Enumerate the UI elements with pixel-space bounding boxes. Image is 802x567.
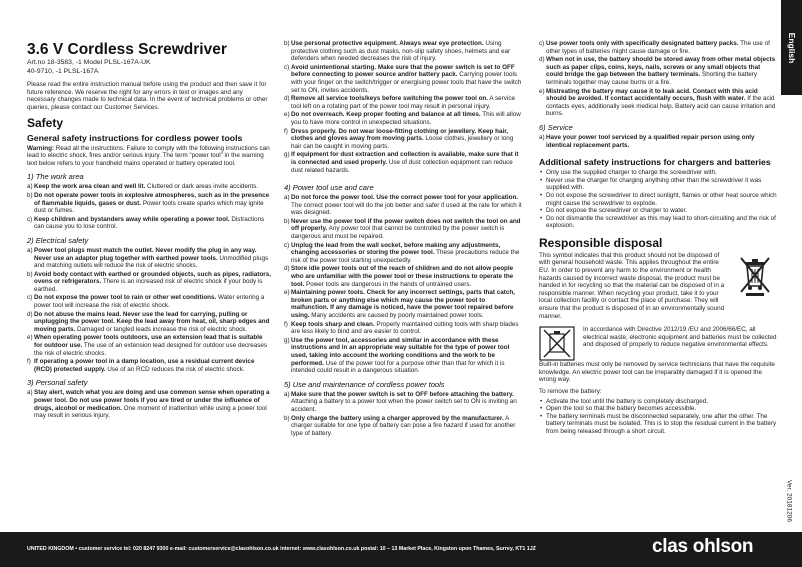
item-list	[539, 40, 777, 118]
list-item	[284, 95, 524, 110]
column-1	[27, 38, 271, 421]
item-letter: b)	[284, 40, 290, 47]
item-detail: Carrying power tools with your finger on the switch/trigger or energising power tools that have the switch set to ON, invites accidents.	[291, 71, 522, 94]
item-title: Store idle power tools out of the reach of children and do not allow people who are unfamiliar with the power tool or these instructions to operate the tool.	[291, 265, 514, 288]
safety-heading: Safety	[27, 115, 64, 130]
item-detail: The correct power tool will do the job better and safer if used at the rate for which it was designed.	[291, 201, 522, 217]
item-letter: c)	[27, 294, 33, 302]
item-detail: Use of dust collection equipment can reduce dust related hazards.	[291, 158, 513, 174]
crossed-bin-icon	[733, 252, 777, 296]
bullet-item: • Open the tool so that the battery becomes accessible.	[539, 405, 777, 413]
item-list	[27, 183, 271, 231]
item-detail: These precautions reduce the risk of the power tool starting unexpectedly.	[291, 249, 520, 264]
section-title: 2) Electrical safety	[27, 235, 89, 245]
list-item	[284, 321, 524, 336]
footer-bar	[0, 532, 802, 567]
bullet-item: • Do not expose the screwdriver or charger to water.	[539, 207, 777, 215]
item-letter: c)	[27, 215, 33, 223]
directive-row	[539, 326, 777, 361]
list-item	[27, 183, 271, 191]
brand-logo: clas ohlson	[652, 536, 754, 557]
list-item	[284, 265, 524, 288]
item-detail: Properly maintained cutting tools with sharp blades are less likely to bind and are easier to control.	[291, 320, 519, 336]
item-detail: One moment of inattention while using a power tool may result in serious injury.	[34, 404, 267, 420]
item-letter: a)	[27, 246, 33, 254]
disposal-row	[539, 252, 777, 324]
bullet-item: • The battery terminals must be disconnected separately, one after the other. The battery terminals must be isolated. This is to stop the residual current in the battery from being released through a short circuit.	[539, 413, 777, 436]
item-detail: This will allow you to have more control in unexpected situations.	[291, 111, 521, 126]
item-letter: g)	[284, 336, 290, 344]
list-item	[27, 334, 271, 357]
item-title: Do not abuse the mains lead. Never use the lead for carrying, pulling or unplugging the power tool. Keep the lead away from heat, oil, sharp edges and moving parts.	[34, 310, 270, 333]
item-letter: e)	[27, 334, 33, 342]
item-letter: e)	[539, 87, 545, 95]
item-title: Only charge the battery using a charger approved by the manufacturer.	[291, 414, 504, 422]
warning-label: Warning:	[27, 144, 55, 152]
item-title: Power tool plugs must match the outlet. Never modify the plug in any way. Never use an adaptor plug together with earthed power tools.	[34, 246, 257, 262]
list-item	[284, 289, 524, 319]
charger-bullets	[539, 169, 777, 230]
item-title: Remove all service tools/keys before switching the power tool on.	[291, 95, 489, 103]
list-item	[284, 128, 524, 151]
column-3	[539, 40, 777, 436]
item-letter: a)	[284, 194, 290, 202]
bullet-item: • Only use the supplied charger to charge the screwdriver with.	[539, 169, 777, 177]
item-letter: g)	[284, 151, 290, 159]
item-detail: A charger suitable for one type of battery can pose a fire hazard if used for another type of battery.	[291, 414, 516, 437]
item-title: Keep tools sharp and clean.	[291, 320, 375, 328]
item-title: Keep children and bystanders away while operating a power tool.	[34, 215, 230, 223]
item-title: When operating power tools outdoors, use an extension lead that is suitable for outdoor use.	[34, 334, 263, 350]
item-title: Never use the power tool if the power switch does not switch the tool on and off properly.	[291, 217, 521, 233]
article-line: Art.no 18-3583, -1 Model PLSL-167A-UK	[27, 59, 151, 66]
item-letter: c)	[284, 241, 290, 249]
list-item	[284, 64, 524, 94]
list-item	[284, 218, 524, 241]
document-title: 3.6 V Cordless Screwdriver	[27, 41, 227, 58]
item-title: Keep the work area clean and well lit.	[34, 183, 146, 191]
item-detail: Many accidents are caused by poorly maintained power tools.	[309, 312, 484, 319]
article-numbers	[27, 59, 271, 76]
item-letter: d)	[284, 265, 290, 273]
section-title: 3) Personal safety	[27, 378, 88, 388]
item-detail: There is an increased risk of electric shock if your body is earthed.	[34, 278, 263, 293]
item-detail: If the acid contacts eyes, additionally seek medical help. Battery acid can cause irritation and burns.	[546, 95, 776, 118]
item-title: Have your power tool serviced by a qualified repair person using only identical replacement parts.	[546, 133, 755, 149]
list-item	[284, 415, 524, 438]
item-letter: b)	[27, 191, 33, 199]
intro-text: Please read the entire instruction manual before using the product and then save it for future reference. We reserve the right for any errors in text or images and any necessary changes made to technical data. In the event of technical problems or other queries, please contact our Customer Services.	[27, 81, 268, 111]
warning-text	[27, 145, 271, 168]
item-list	[284, 40, 524, 174]
item-title: Make sure that the power switch is set to OFF before attaching the battery.	[291, 390, 514, 398]
item-letter: a)	[284, 390, 290, 398]
list-item	[284, 40, 524, 63]
item-letter: c)	[284, 63, 290, 71]
item-detail: The use of other types of batteries might cause damage or fire.	[546, 40, 770, 55]
item-letter: a)	[27, 183, 33, 191]
column-2	[284, 40, 524, 438]
item-letter: f)	[27, 358, 31, 366]
item-list	[27, 247, 271, 374]
item-title: Avoid body contact with earthed or grounded objects, such as pipes, radiators, ovens or refrigerators.	[34, 270, 271, 286]
section-title: 4) Power tool use and care	[284, 183, 374, 193]
item-letter: f)	[284, 127, 288, 135]
item-title: Use the power tool, accessories and similar in accordance with these instructions and in an appropriate way suitable for the type of power tool used, taking into account the working conditions and the work to be performed.	[291, 336, 510, 367]
list-item	[27, 192, 271, 215]
section-title: 1) The work area	[27, 172, 84, 182]
language-label: English	[786, 32, 797, 64]
item-letter: a)	[539, 133, 545, 141]
article-line: 40-9710, -1 PLSL-167A	[27, 67, 99, 75]
list-item	[27, 247, 271, 270]
item-title: Use personal protective equipment. Always wear eye protection.	[291, 40, 484, 47]
item-detail: Damaged or tangled leads increase the risk of electric shock.	[75, 325, 248, 333]
removal-bullets	[539, 398, 777, 436]
item-detail: Use of the power tool for a purpose other than that for which it is intended could result in a dangerous situation.	[291, 359, 505, 375]
item-title: Do not force the power tool. Use the correct power tool for your application.	[291, 194, 519, 202]
item-detail: Unmodified plugs and matching outlets will reduce the risk of electric shocks.	[34, 254, 269, 270]
item-detail: Power tools create sparks which may ignite dust or fumes.	[34, 199, 264, 215]
item-detail: Shorting the battery terminals together may cause burns or a fire.	[546, 71, 758, 86]
item-title: Maintaining power tools. Check for any incorrect settings, parts that catch, broken parts or anything else which may cause the power tool to malfunction. If any damage is noticed, have the power tool repaired before using.	[291, 289, 515, 319]
list-item	[539, 88, 777, 118]
list-item	[284, 337, 524, 375]
list-item	[284, 111, 524, 126]
item-list	[284, 194, 524, 375]
list-item	[539, 134, 777, 149]
item-title: Do not operate power tools in explosive atmospheres, such as in the presence of flammable liquids, gases or dust.	[34, 191, 270, 207]
list-item	[284, 242, 524, 265]
list-item	[27, 294, 271, 309]
item-title: When not in use, the battery should be stored away from other metal objects such as paper clips, coins, keys, nails, screws or any small objects that could bridge the gap between the battery terminals.	[546, 56, 776, 79]
item-list	[539, 134, 777, 149]
item-detail: Loose clothes, jewellery or long hair can be caught in moving parts.	[291, 135, 514, 150]
bullet-item: • Never use the charger for charging anything other than the screwdriver it was supplied with.	[539, 177, 777, 192]
list-item	[284, 151, 524, 174]
language-tab	[781, 0, 802, 95]
list-item	[539, 40, 777, 55]
list-item	[27, 216, 271, 231]
charger-heading: Additional safety instructions for chargers and batteries	[539, 157, 771, 168]
item-letter: c)	[539, 40, 545, 47]
item-detail: A service tool left on a rotating part of the power tool may result in personal injury.	[291, 95, 515, 110]
item-title: Unplug the lead from the wall socket, before making any adjustments, changing accessories or storing the power tool.	[291, 241, 501, 257]
safety-subheading: General safety instructions for cordless power tools	[27, 132, 243, 143]
list-item	[539, 56, 777, 86]
bullet-item: • Do not dismantle the screwdriver as this may lead to short-circuiting and the risk of explosion.	[539, 215, 777, 230]
remove-battery-label: To remove the battery:	[539, 388, 602, 395]
item-letter: b)	[284, 217, 290, 225]
section-title: 5) Use and maintenance of cordless power tools	[284, 379, 445, 389]
item-letter: d)	[27, 310, 33, 318]
item-letter: b)	[27, 270, 33, 278]
item-detail: Attaching a battery to a power tool when the power switch set to ON is inviting an accident.	[291, 398, 517, 413]
bullet-item: • Do not expose the screwdriver to direct sunlight, flames or other heat source which might cause the screwdriver to explode.	[539, 192, 777, 207]
battery-disposal-icon	[539, 326, 575, 361]
item-title: Do not overreach. Keep proper footing and balance at all times.	[291, 111, 481, 119]
item-detail: The use of an extension lead designed for outdoor use decreases the risk of electric shocks.	[34, 342, 268, 357]
item-title: Stay alert, watch what you are doing and use common sense when operating a power tool. Do not use power tools if you are tired or under the influence of drugs, alcohol or medication.	[34, 389, 270, 412]
list-item	[284, 391, 524, 414]
item-title: Use power tools only with specifically designated battery packs.	[546, 40, 739, 47]
item-title: Mistreating the battery may cause it to leak acid. Contact with this acid should be avoided. If contact accidentally occurs, flush with water.	[546, 87, 758, 103]
section-title: 6) Service	[539, 122, 573, 132]
item-detail: Distractions can cause you to lose control.	[34, 215, 265, 231]
item-list	[284, 391, 524, 438]
item-title: Do not expose the power tool to rain or other wet conditions.	[34, 294, 217, 302]
item-title: If operating a power tool in a damp location, use a residual current device (RCD) protected supply.	[34, 358, 255, 373]
item-detail: Water entering a power tool will increase the risk of electric shock.	[34, 294, 265, 310]
item-detail: Using protective clothing such as dust masks, non-slip safety shoes, helmets and ear defenders when needed decreases the risk of injury.	[291, 40, 511, 63]
item-title: Dress properly. Do not wear loose-fitting clothing or jewellery. Keep hair, clothes and gloves away from moving parts.	[291, 127, 509, 143]
battery-removal-text: Built-in batteries must only be removed by service technicians that have the requisite knowledge. An electric power tool can be irreparably damaged if it is opened the wrong way.	[539, 361, 775, 384]
item-detail: Power tools are dangerous in the hands of untrained users.	[304, 280, 472, 288]
disposal-heading: Responsible disposal	[539, 235, 663, 250]
item-letter: b)	[284, 414, 290, 422]
warning-body: Read all the instructions. Failure to comply with the following instructions can lead to electric shock, fires and/or serious injury. The term “power tool” in the warning text below refers to your handheld mains operated or battery operated tool.	[27, 144, 270, 167]
item-title: Avoid unintentional starting. Make sure that the power switch is set to OFF before connecting to power source and/or battery pack.	[291, 63, 515, 79]
item-detail: Use of an RCD reduces the risk of electric shock.	[105, 365, 245, 373]
footer-contact: UNITED KINGDOM • customer service tel: 020 8247 9300 e-mail: customerservice@clasohlson.co.uk internet: www.clasohlson.co.uk postal: 10 – 13 Market Place, Kingston upon Thames, Surrey, KT1 1JZ	[27, 546, 536, 552]
version-label: Ver. 20181206	[785, 480, 793, 522]
list-item	[27, 358, 271, 373]
item-letter: e)	[284, 289, 290, 297]
list-item	[27, 389, 271, 419]
item-letter: e)	[284, 111, 290, 119]
list-item	[27, 271, 271, 294]
list-item	[27, 311, 271, 334]
item-letter: f)	[284, 320, 288, 328]
disposal-text: This symbol indicates that this product should not be disposed of with general household waste. This applies throughout the entire EU. In order to prevent any harm to the environment or health hazards caused by incorrect waste disposal, the product must be handed in for recycling so that the material can be disposed of in a responsible manner. When recycling your product, take it to your local collection facility or contact the place of purchase. They will ensure that the product is disposed of in an environmentally sound manner.	[539, 251, 725, 320]
item-letter: d)	[539, 56, 545, 64]
item-detail: Any power tool that cannot be controlled by the power switch is dangerous and must be repaired.	[291, 225, 505, 241]
item-detail: Cluttered or dark areas invite accidents.	[145, 183, 258, 191]
item-letter: a)	[27, 389, 33, 397]
item-letter: d)	[284, 95, 290, 103]
directive-text: In accordance with Directive 2012/19 /EU and 2006/66/EC, all electrical waste, electronic equipment and batteries must be collected and disposed of properly to reduce negative environmental effects.	[583, 326, 777, 349]
item-title: If equipment for dust extraction and collection is available, make sure that it is connected and used properly.	[291, 151, 519, 166]
item-list	[27, 389, 271, 419]
list-item	[284, 194, 524, 217]
bullet-item: • Activate the tool until the battery is completely discharged.	[539, 398, 777, 406]
